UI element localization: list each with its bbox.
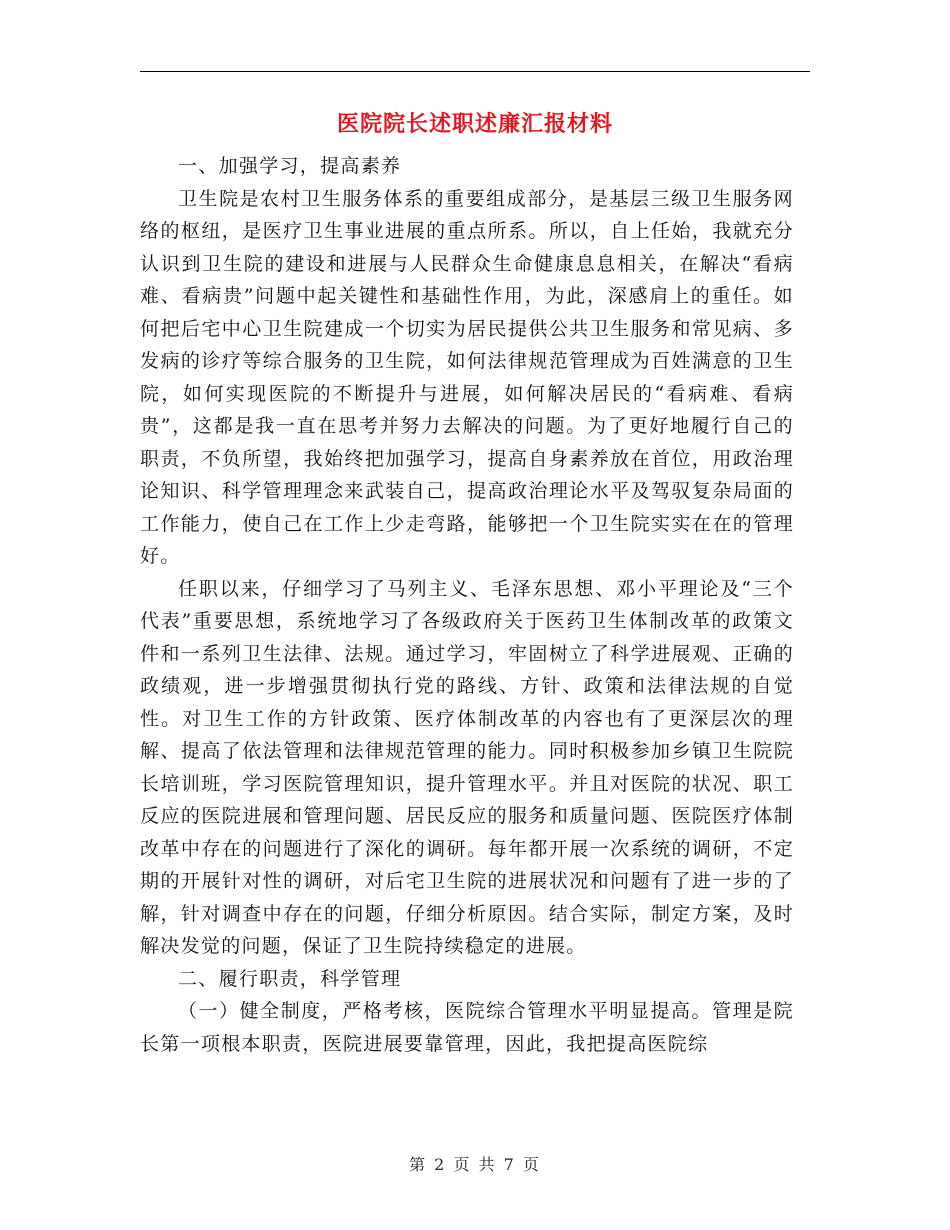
document-title: 医院院长述职述廉汇报材料 — [336, 111, 613, 137]
page-number-footer: 第 2 页 共 7 页 — [409, 1155, 541, 1174]
document-body — [140, 150, 794, 1060]
body-paragraph: 卫生院是农村卫生服务体系的重要组成部分，是基层三级卫生服务网络的枢纽，是医疗卫生事业进展的重点所系。所以，自上任始，我就充分认识到卫生院的建设和进展与人民群众生命健康息息相关，在解决“看病难、看病贵”问题中起关键性和基础性作用，为此，深感肩上的重任。如何把后宅中心卫生院建成一个切实为居民提供公共卫生服务和常见病、多发病的诊疗等综合服务的卫生院，如何法律规范管理成为百姓满意的卫生院，如何实现医院的不断提升与进展，如何解决居民的“看病难、看病贵”，这都是我一直在思考并努力去解决的问题。为了更好地履行自己的职责，不负所望，我始终把加强学习，提高自身素养放在首位，用政治理论知识、科学管理理念来武装自己，提高政治理论水平及驾驭复杂局面的工作能力，使自己在工作上少走弯路，能够把一个卫生院实实在在的管理好。 — [140, 187, 794, 567]
header-rule — [140, 71, 810, 72]
body-paragraph: （一）健全制度，严格考核，医院综合管理水平明显提高。管理是院长第一项根本职责，医院进展要靠管理，因此，我把提高医院综 — [140, 1000, 794, 1055]
section-heading-1: 一、加强学习，提高素养 — [178, 155, 402, 177]
section-heading-2: 二、履行职责，科学管理 — [178, 967, 402, 990]
body-paragraph: 任职以来，仔细学习了马列主义、毛泽东思想、邓小平理论及“三个代表”重要思想，系统地学习了各级政府关于医药卫生体制改革的政策文件和一系列卫生法律、法规。通过学习，牢固树立了科学进展观、正确的政绩观，进一步增强贯彻执行党的路线、方针、政策和法律法规的自觉性。对卫生工作的方针政策、医疗体制改革的内容也有了更深层次的理解、提高了依法管理和法律规范管理的能力。同时积极参加乡镇卫生院院长培训班，学习医院管理知识，提升管理水平。并且对医院的状况、职工反应的医院进展和管理问题、居民反应的服务和质量问题、医院医疗体制改革中存在的问题进行了深化的调研。每年都开展一次系统的调研，不定期的开展针对性的调研，对后宅卫生院的进展状况和问题有了进一步的了解，针对调查中存在的问题，仔细分析原因。结合实际，制定方案，及时解决发觉的问题，保证了卫生院持续稳定的进展。 — [140, 577, 794, 957]
